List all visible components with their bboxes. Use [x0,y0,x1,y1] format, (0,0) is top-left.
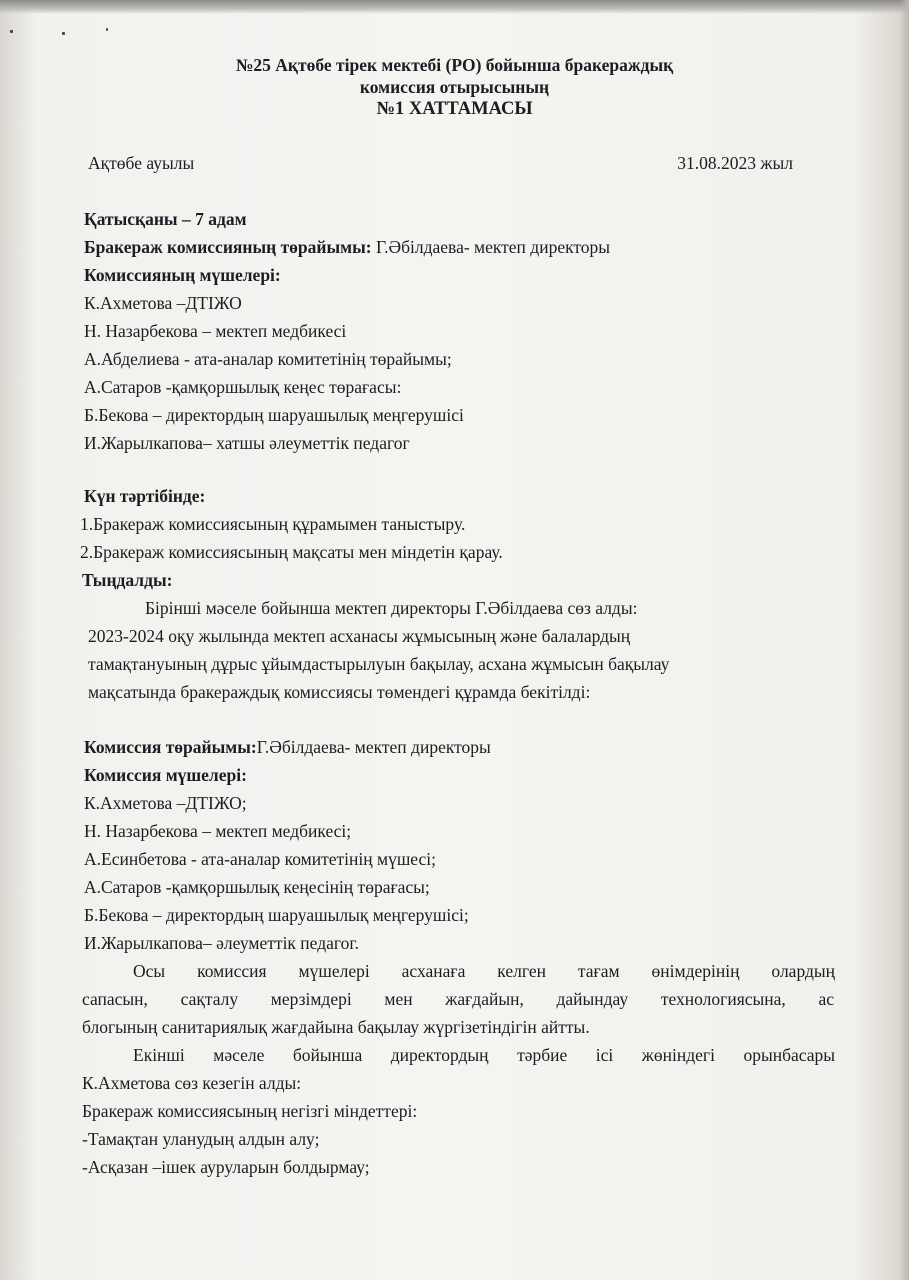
member-item: Б.Бекова – директордың шаруашылық меңгерушісі [84,405,464,425]
commission-paragraph-line: сапасын, сақталу мерзімдері мен жағдайын, дайындау технологиясына, ас [82,989,834,1009]
second-issue-line: К.Ахметова сөз кезегін алды: [82,1073,302,1093]
paper-speck [10,30,13,33]
heard-label: Тыңдалды: [82,570,173,590]
place: Ақтөбе ауылы [88,153,195,173]
heard-paragraph-line: мақсатында бракераждық комиссиясы төмендегі құрамда бекітілді: [88,682,591,702]
commission-chair-line [84,736,491,758]
commission-members-label: Комиссия мүшелері: [84,765,247,785]
tasks-label: Бракераж комиссиясының негізгі міндеттері: [82,1101,418,1121]
date: 31.08.2023 жыл [677,153,793,173]
document-title-line1: №25 Ақтөбе тірек мектебі (РО) бойынша бракераждық [235,55,674,75]
agenda-item: 2.Бракераж комиссиясының мақсаты мен міндетін қарау. [80,542,503,562]
commission-member-item: Б.Бекова – директордың шаруашылық меңгерушісі; [84,905,469,925]
commission-member-item: Н. Назарбекова – мектеп медбикесі; [84,821,352,841]
chair-label: Бракераж комиссияның төрайымы: [84,237,372,257]
chair-line [84,236,610,258]
chair-value: Г.Әбілдаева- мектеп директоры [371,237,611,257]
heard-paragraph-line: Бірінші мәселе бойынша мектеп директоры Г.Әбілдаева сөз алды: [145,598,638,618]
document-title-line3: №1 ХАТТАМАСЫ [376,99,533,119]
commission-member-item: К.Ахметова –ДТІЖО; [84,793,247,813]
members-label: Комиссияның мүшелері: [84,265,281,285]
member-item: А.Абделиева - ата-аналар комитетінің төрайымы; [84,349,452,369]
member-item: И.Жарылкапова– хатшы әлеуметтік педагог [84,433,410,453]
paper-speck [62,32,65,35]
heard-paragraph-line: 2023-2024 оқу жылында мектеп асханасы жұмысының және балалардың [88,626,631,646]
commission-paragraph-line: Осы комиссия мүшелері асханаға келген тағам өнімдерінің олардың [133,961,835,981]
commission-member-item: А.Есинбетова - ата-аналар комитетінің мүшесі; [84,849,436,869]
commission-member-item: А.Сатаров -қамқоршылық кеңесінің төрағасы; [84,877,430,897]
agenda-label: Күн тәртібінде: [84,486,206,506]
paper-right-edge [899,0,909,1280]
member-item: Н. Назарбекова – мектеп медбикесі [84,321,347,341]
member-item: К.Ахметова –ДТІЖО [84,293,242,313]
member-item: А.Сатаров -қамқоршылық кеңес төрағасы: [84,377,402,397]
document-title-line2: комиссия отырысының [359,77,550,97]
commission-chair-label: Комиссия төрайымы: [84,737,257,757]
paper-top-edge [0,0,909,14]
attendance: Қатысқаны – 7 адам [84,209,247,229]
paper-speck [106,28,108,31]
commission-paragraph-line: блогының санитариялық жағдайына бақылау жүргізетіндігін айтты. [82,1017,590,1037]
second-issue-line: Екінші мәселе бойынша директордың тәрбие ісі жөніндегі орынбасары [133,1045,835,1065]
task-item: -Тамақтан уланудың алдын алу; [82,1129,320,1149]
heard-paragraph-line: тамақтануының дұрыс ұйымдастырылуын бақылау, асхана жұмысын бақылау [88,654,670,674]
agenda-item: 1.Бракераж комиссиясының құрамымен таныстыру. [80,514,466,534]
task-item: -Асқазан –ішек ауруларын болдырмау; [82,1157,370,1177]
commission-member-item: И.Жарылкапова– әлеуметтік педагог. [84,933,359,953]
commission-chair-value: Г.Әбілдаева- мектеп директоры [256,737,491,757]
